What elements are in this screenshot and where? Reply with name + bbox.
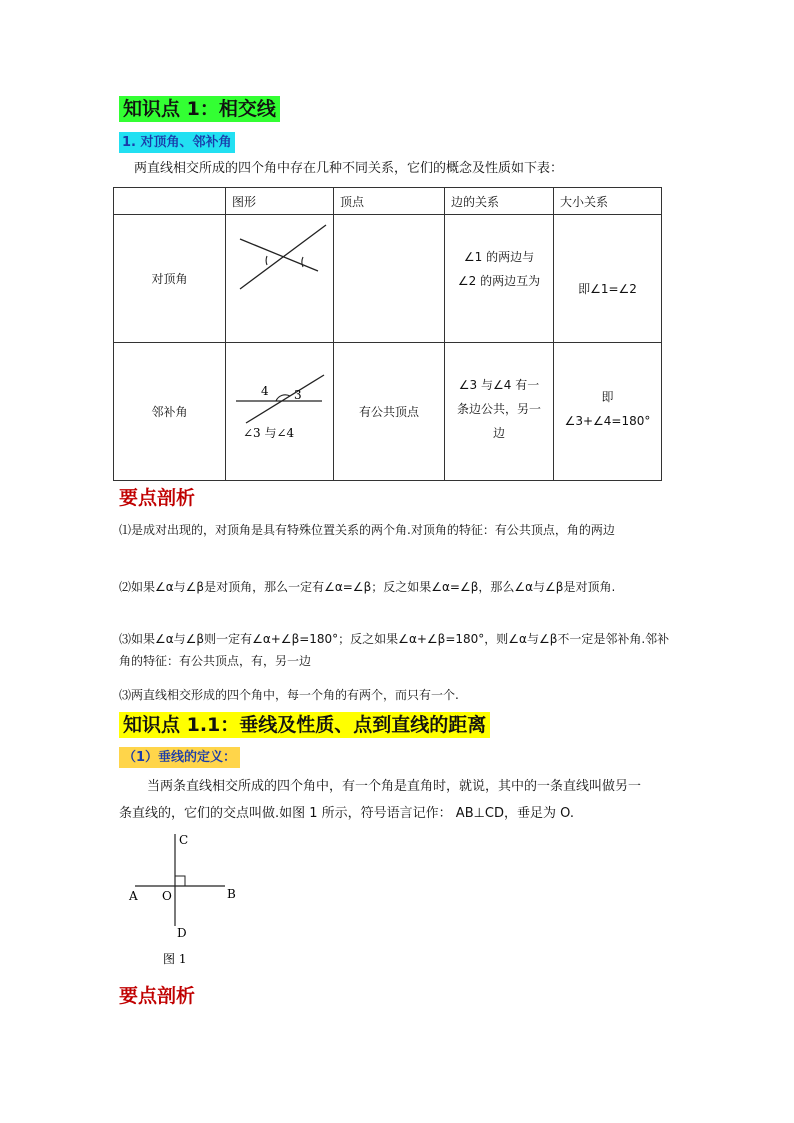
right-angle-mark (175, 876, 185, 886)
figure-caption: 图 1 (163, 952, 187, 966)
row2-sides (445, 343, 554, 481)
row1-sides-line: ∠2 的两边互为 (457, 273, 541, 288)
key-points-title: 要点剖析 (119, 487, 196, 509)
row2-size (554, 343, 662, 481)
row1-size-text: 即∠1=∠2 (578, 281, 637, 296)
table-header-cell: 大小关系 (554, 188, 662, 215)
line (240, 239, 318, 271)
label-a: A (129, 889, 138, 903)
angle-arc (302, 257, 303, 267)
angle-label-3: 3 (294, 388, 302, 402)
angle-arc (266, 256, 267, 265)
row2-size-line: 即 (601, 389, 614, 404)
angle-label-4: 4 (261, 384, 269, 398)
vertical-angles-diagram (226, 215, 334, 339)
section2-body-line2: 条直线的，它们的交点叫做.如图 1 所示，符号语言记作： AB⊥CD，垂足为 O. (119, 806, 574, 821)
table-header-cell: 顶点 (334, 188, 445, 215)
row2-figure (226, 343, 334, 481)
section2-heading: 知识点 1.1：垂线及性质、点到直线的距离 (119, 712, 490, 738)
row2-vertex: 有公共顶点 (334, 343, 445, 481)
row2-sides-line: 边 (492, 425, 505, 440)
label-d: D (177, 926, 187, 940)
row2-size-line: ∠3+∠4=180° (564, 413, 651, 428)
table-row (114, 343, 662, 481)
table-header-row (114, 188, 662, 215)
figure-caption: ∠3 与∠4 (243, 426, 295, 440)
row1-figure (226, 215, 334, 343)
row2-sides-line: ∠3 与∠4 有一 (458, 377, 540, 392)
key-points-title-2: 要点剖析 (119, 985, 196, 1007)
section2-body-line1: 当两条直线相交所成的四个角中，有一个角是直角时，就说，其中的一条直线叫做另一 (147, 779, 642, 794)
row1-size (554, 215, 662, 343)
line (240, 225, 326, 289)
row1-sides (445, 215, 554, 343)
label-b: B (227, 887, 236, 901)
note-4: ⑶两直线相交形成的四个角中，每一个角的有两个，而只有一个. (119, 688, 459, 702)
table-header-cell (114, 188, 226, 215)
section2-subheading: （1）垂线的定义： (119, 747, 240, 768)
line (246, 375, 324, 423)
row1-name: 对顶角 (114, 215, 226, 343)
perpendicular-lines-figure (119, 826, 249, 972)
section1-heading: 知识点 1：相交线 (119, 96, 280, 122)
note-1: ⑴是成对出现的，对顶角是具有特殊位置关系的两个角.对顶角的特征：有公共顶点，角的两边 (119, 523, 615, 537)
row1-sides-line: ∠1 的两边与 (463, 249, 535, 264)
note-2: ⑵如果∠α与∠β是对顶角，那么一定有∠α=∠β；反之如果∠α=∠β，那么∠α与∠β是对顶角. (119, 580, 616, 594)
row1-vertex (334, 215, 445, 343)
label-o: O (162, 889, 172, 903)
angle-relations-table (113, 187, 662, 481)
row2-name: 邻补角 (114, 343, 226, 481)
row2-sides-line: 条边公共，另一 (456, 401, 541, 416)
note-3: ⑶如果∠α与∠β则一定有∠α+∠β=180°；反之如果∠α+∠β=180°，则∠α与∠β不一定是邻补角.邻补角的特征：有公共顶点，有，另一边 (119, 632, 670, 668)
table-header-cell: 图形 (226, 188, 334, 215)
adjacent-angles-diagram (226, 343, 334, 477)
label-c: C (179, 833, 189, 847)
section1-intro: 两直线相交所成的四个角中存在几种不同关系，它们的概念及性质如下表： (134, 161, 564, 176)
table-header-cell: 边的关系 (445, 188, 554, 215)
table-row (114, 215, 662, 343)
section1-subheading: 1. 对顶角、邻补角 (119, 132, 235, 153)
